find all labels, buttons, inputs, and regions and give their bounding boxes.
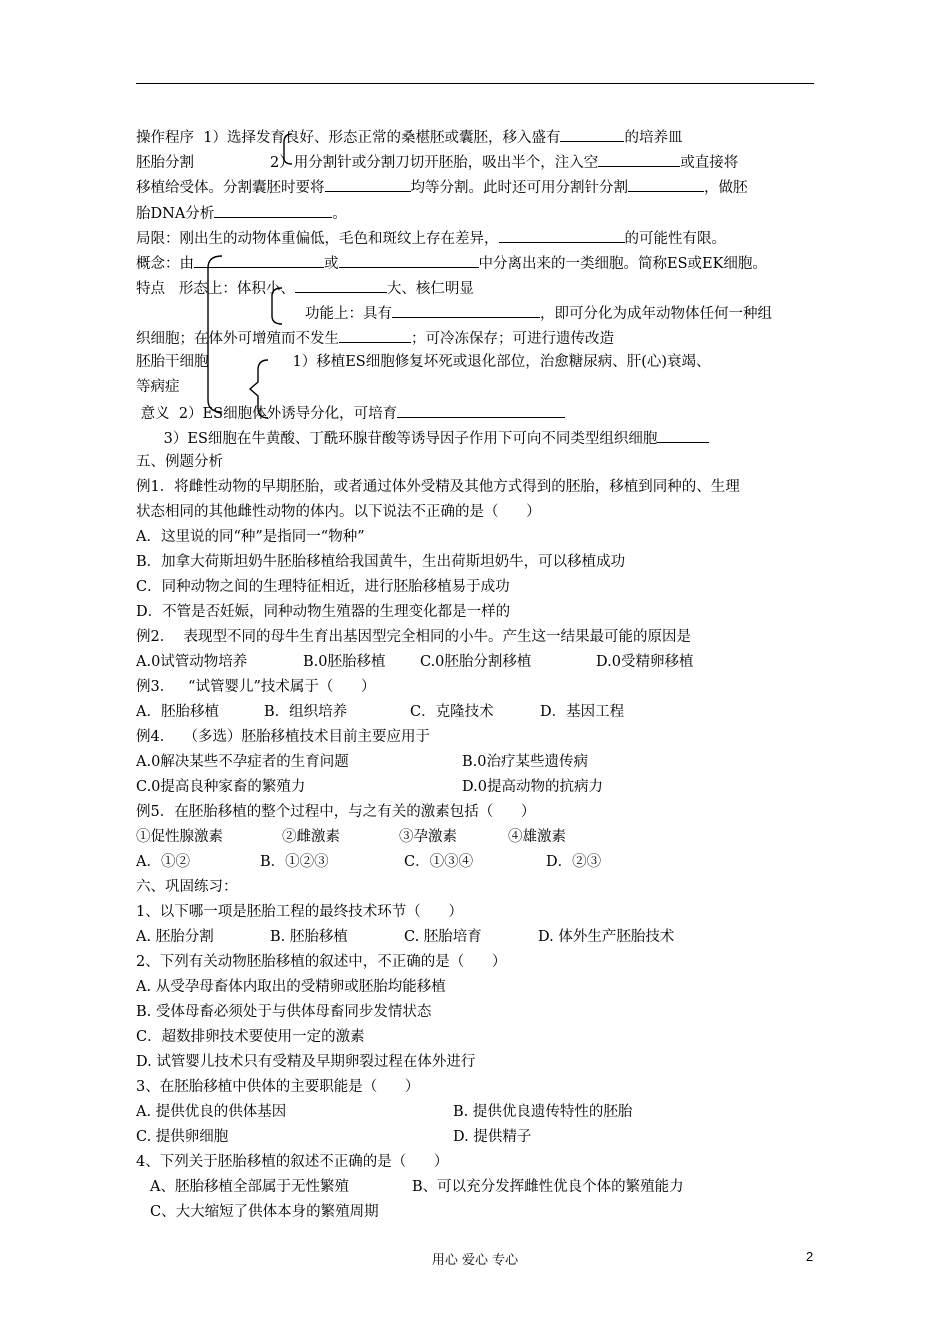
blank-7[interactable] [194, 253, 324, 268]
p1-option-c: C. 胚胎培育 [404, 929, 482, 945]
ex4-option-d: D.0提高动物的抗病力 [462, 779, 603, 795]
p2-option-a: A. 从受孕母畜体内取出的受精卵或胚胎均能移植 [136, 979, 446, 995]
p3-option-a: A. 提供优良的供体基因 [136, 1104, 287, 1120]
intro-line-12: 意义 2）ES细胞体外诱导分化，可培育 [136, 403, 565, 423]
header-rule [136, 83, 814, 84]
p3-option-d: D. 提供精子 [453, 1129, 532, 1145]
blank-2[interactable] [598, 152, 680, 167]
blank-9[interactable] [295, 278, 387, 293]
ex2-question: 例2． 表现型不同的母牛生育出基因型完全相同的小牛。产生这一结果最可能的原因是 [136, 629, 691, 645]
ex1-question-2: 状态相同的其他雌性动物的体内。以下说法不正确的是（ ） [136, 504, 541, 520]
blank-5[interactable] [214, 203, 332, 218]
ex3-option-a: A．胚胎移植 [136, 704, 219, 720]
intro-line-6: 概念：由 或 中分离出来的一类细胞。简称ES或EK细胞。 [136, 253, 767, 273]
intro-line-1: 操作程序 1）选择发育良好、形态正常的桑椹胚或囊胚，移入盛有 的培养皿 [136, 127, 682, 147]
p2-option-b: B. 受体母畜必须处于与供体母畜同步发情状态 [136, 1004, 432, 1020]
ex5-option-d: D．②③ [546, 854, 602, 870]
p2-option-d: D. 试管婴儿技术只有受精及早期卵裂过程在体外进行 [136, 1054, 476, 1070]
ex5-item-2: ②雌激素 [282, 829, 340, 845]
p2-question: 2、下列有关动物胚胎移植的叙述中，不正确的是（ ） [136, 954, 507, 970]
p3-question: 3、在胚胎移植中供体的主要职能是（ ） [136, 1079, 420, 1095]
ex2-option-b: B.0胚胎移植 [303, 654, 386, 670]
intro-line-7: 特点 形态上：体积小、 大、核仁明显 [136, 278, 474, 298]
intro-line-2: 胚胎分割 2）用分割针或分割刀切开胚胎，吸出半个，注入空 或直接将 [136, 152, 738, 172]
blank-13[interactable] [657, 428, 709, 443]
ex2-option-d: D.0受精卵移植 [596, 654, 694, 670]
blank-3[interactable] [325, 177, 411, 192]
ex2-option-c: C.0胚胎分割移植 [420, 654, 532, 670]
ex4-option-a: A.0解决某些不孕症者的生育问题 [136, 754, 349, 770]
p3-option-c: C. 提供卵细胞 [136, 1129, 229, 1145]
intro-line-9: 织细胞；在体外可增殖而不发生 ；可冷冻保存；可进行遗传改造 [136, 328, 614, 348]
ex5-option-c: C．①③④ [404, 854, 474, 870]
intro-line-13: 3）ES细胞在牛黄酸、丁酰环腺苷酸等诱导因子作用下可向不同类型组织细胞 [136, 428, 709, 448]
ex5-option-b: B．①②③ [260, 854, 329, 870]
p4-option-c: C、大大缩短了供体本身的繁殖周期 [150, 1204, 379, 1220]
intro-line-3: 移植给受体。分割囊胚时要将 均等分割。此时还可用分割针分割 ，做胚 [136, 177, 748, 197]
p4-question: 4、下列关于胚胎移植的叙述不正确的是（ ） [136, 1154, 449, 1170]
p4-option-a: A、胚胎移植全部属于无性繁殖 [150, 1179, 349, 1195]
blank-4[interactable] [628, 177, 704, 192]
ex5-question: 例5．在胚胎移植的整个过程中，与之有关的激素包括（ ） [136, 804, 536, 820]
intro-line-4: 胎DNA分析 。 [136, 203, 347, 223]
ex5-item-4: ④雄激素 [508, 829, 566, 845]
intro-line-10: 胚胎干细胞 1）移植ES细胞修复坏死或退化部位，治愈糖尿病、肝(心)衰竭、 [136, 354, 711, 370]
intro-line-5: 局限：刚出生的动物体重偏低，毛色和斑纹上存在差异， 的可能性有限。 [136, 228, 726, 248]
intro-line-11: 等病症 [136, 379, 180, 395]
ex5-option-a: A．①② [136, 854, 190, 870]
blank-6[interactable] [499, 228, 625, 243]
section-5-title: 五、例题分析 [136, 454, 223, 470]
p1-option-a: A. 胚胎分割 [136, 929, 214, 945]
p4-option-b: B、可以充分发挥雌性优良个体的繁殖能力 [412, 1179, 684, 1195]
ex5-item-3: ③孕激素 [399, 829, 457, 845]
ex1-question-1: 例1．将雌性动物的早期胚胎，或者通过体外受精及其他方式得到的胚胎，移植到同种的、生理 [136, 479, 740, 495]
ex1-option-a: A．这里说的同“种”是指同一“物种” [136, 529, 365, 545]
p1-option-b: B. 胚胎移植 [270, 929, 348, 945]
ex3-option-b: B．组织培养 [264, 704, 348, 720]
section-6-title: 六、巩固练习： [136, 879, 238, 895]
ex4-option-b: B.0治疗某些遗传病 [462, 754, 588, 770]
ex4-question: 例4． （多选）胚胎移植技术目前主要应用于 [136, 729, 430, 745]
blank-8[interactable] [339, 253, 479, 268]
blank-12[interactable] [397, 403, 565, 418]
ex1-option-d: D．不管是否妊娠，同种动物生殖器的生理变化都是一样的 [136, 604, 511, 620]
page-number: 2 [806, 1249, 814, 1264]
ex3-option-d: D．基因工程 [540, 704, 625, 720]
p1-option-d: D. 体外生产胚胎技术 [538, 929, 675, 945]
blank-1[interactable] [560, 127, 624, 142]
ex1-option-b: B．加拿大荷斯坦奶牛胚胎移植给我国黄牛，生出荷斯坦奶牛，可以移植成功 [136, 554, 626, 570]
ex3-question: 例3． “试管婴儿”技术属于（ ） [136, 679, 376, 695]
page-footer: 用心 爱心 专心 [431, 1253, 519, 1268]
intro-line-8: 功能上：具有 ，即可分化为成年动物体任何一种组 [305, 303, 772, 323]
p3-option-b: B. 提供优良遗传特性的胚胎 [453, 1104, 633, 1120]
ex5-item-1: ①促性腺激素 [136, 829, 223, 845]
ex2-option-a: A.0试管动物培养 [136, 654, 248, 670]
blank-11[interactable] [339, 328, 411, 343]
ex4-option-c: C.0提高良种家畜的繁殖力 [136, 779, 306, 795]
ex1-option-c: C．同种动物之间的生理特征相近，进行胚胎移植易于成功 [136, 579, 510, 595]
ex3-option-c: C．克隆技术 [410, 704, 494, 720]
p2-option-c: C．超数排卵技术要使用一定的激素 [136, 1029, 365, 1045]
p1-question: 1、以下哪一项是胚胎工程的最终技术环节（ ） [136, 904, 463, 920]
blank-10[interactable] [392, 303, 540, 318]
